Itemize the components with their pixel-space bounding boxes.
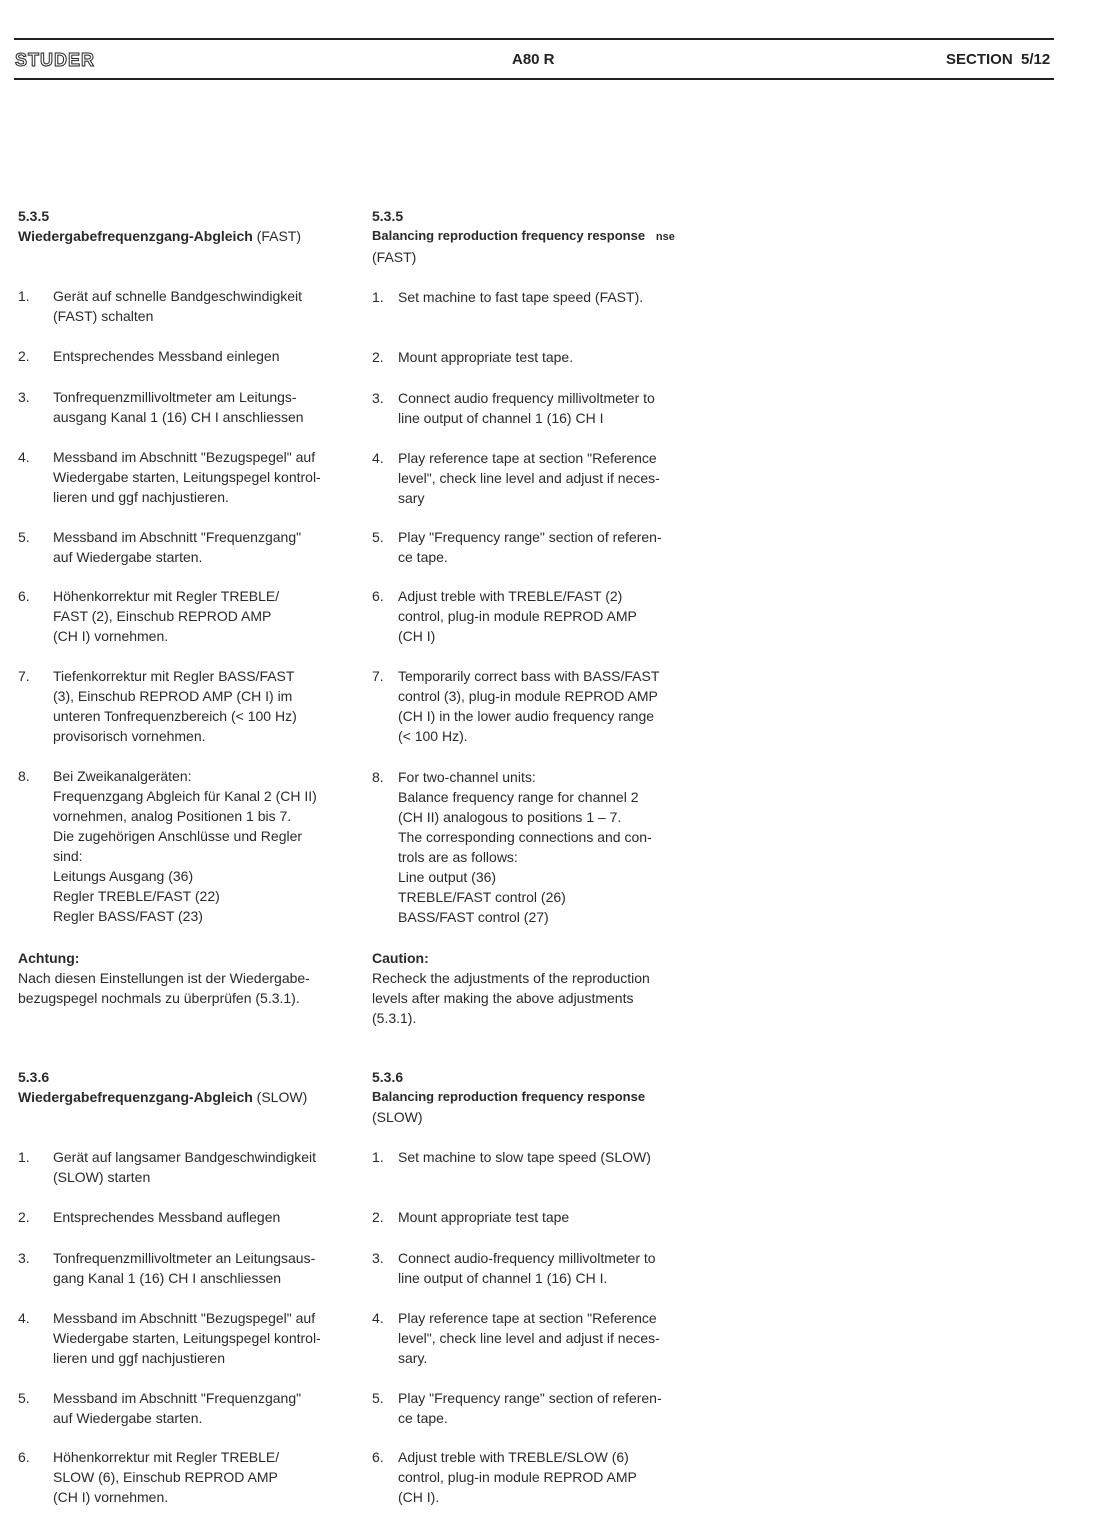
step-text: Messband im Abschnitt "Bezugspegel" auf Wiedergabe starten, Leitungspegel kontrol- lieren und ggf nachjustieren. <box>53 449 321 505</box>
step-number: 3. <box>372 1250 384 1266</box>
step-number: 5. <box>18 529 30 545</box>
step-text: Messband im Abschnitt "Frequenzgang" auf Wiedergabe starten. <box>53 1390 302 1426</box>
step-item <box>372 448 702 508</box>
step-text: Play "Frequency range" section of referen- ce tape. <box>398 529 662 565</box>
step-text: Tiefenkorrektur mit Regler BASS/FAST (3), Einschub REPROD AMP (CH I) im unteren Tonfrequenzbereich (< 100 Hz) provisorisch vornehmen. <box>53 668 297 744</box>
title-fragment: nse <box>655 231 675 243</box>
step-number: 2. <box>372 1209 384 1225</box>
step-text: Play "Frequency range" section of referen- ce tape. <box>398 1390 662 1426</box>
step-number: 6. <box>372 588 384 604</box>
step-text: Set machine to fast tape speed (FAST). <box>398 289 644 305</box>
step-item <box>372 1147 702 1167</box>
note-title: Caution: <box>372 950 429 966</box>
note-text: Recheck the adjustments of the reproduction levels after making the above adjustments (5.3.1). <box>372 970 650 1026</box>
step-number: 7. <box>372 668 384 684</box>
en-note <box>372 948 702 1028</box>
step-item <box>18 346 348 366</box>
step-text: Höhenkorrektur mit Regler TREBLE/ SLOW (6), Einschub REPROD AMP (CH I) vornehmen. <box>53 1449 280 1505</box>
section-label: SECTION 5/12 <box>946 51 1051 68</box>
step-text: Entsprechendes Messband einlegen <box>53 348 280 364</box>
step-item <box>18 1388 348 1428</box>
step-text: Bei Zweikanalgeräten: Frequenzgang Abgleich für Kanal 2 (CH II) vornehmen, analog Positionen 1 bis 7. Die zugehörigen Anschlüsse und Regler sind: Leitungs Ausgang (36) Regler TREBLE/FAST (22) Regler BASS/FAST (23) <box>53 768 317 924</box>
step-number: 1. <box>18 1149 30 1165</box>
step-text: Entsprechendes Messband auflegen <box>53 1209 281 1225</box>
step-text: Set machine to slow tape speed (SLOW) <box>398 1149 651 1165</box>
step-text: Play reference tape at section "Reference level", check line level and adjust if neces- sary. <box>398 1310 660 1366</box>
section-number: 5.3.6 <box>18 1069 50 1085</box>
step-number: 2. <box>18 348 30 364</box>
step-item <box>18 586 348 646</box>
step-number: 8. <box>18 768 30 784</box>
step-item <box>18 1147 348 1187</box>
step-number: 2. <box>18 1209 30 1225</box>
step-number: 1. <box>372 1149 384 1165</box>
step-item <box>372 287 702 307</box>
step-text: Messband im Abschnitt "Frequenzgang" auf Wiedergabe starten. <box>53 529 302 565</box>
step-text: Connect audio frequency millivoltmeter to line output of channel 1 (16) CH I <box>398 390 655 426</box>
step-number: 3. <box>18 389 30 405</box>
step-text: For two-channel units: Balance frequency range for channel 2 (CH II) analogous to positions 1 – 7. The corresponding connections and con- trols are as follows: Line output (36) TREBLE/FAST control (26) BASS/FAST control (27) <box>398 769 652 925</box>
step-text: Gerät auf schnelle Bandgeschwindigkeit (FAST) schalten <box>53 288 303 324</box>
step-number: 6. <box>18 588 30 604</box>
section-title-speed: (FAST) <box>372 249 417 265</box>
model-label: A80 R <box>512 51 555 68</box>
step-item <box>18 1248 348 1288</box>
step-number: 3. <box>18 1250 30 1266</box>
step-number: 4. <box>372 450 384 466</box>
note-title: Achtung: <box>18 950 80 966</box>
step-item <box>372 527 702 567</box>
step-number: 6. <box>372 1449 384 1465</box>
step-item <box>372 586 702 646</box>
step-text: Höhenkorrektur mit Regler TREBLE/ FAST (2), Einschub REPROD AMP (CH I) vornehmen. <box>53 588 280 644</box>
step-text: Messband im Abschnitt "Bezugspegel" auf Wiedergabe starten, Leitungspegel kontrol- lieren und ggf nachjustieren <box>53 1310 321 1366</box>
step-text: Adjust treble with TREBLE/FAST (2) control, plug-in module REPROD AMP (CH I) <box>398 588 637 644</box>
step-item <box>372 666 702 746</box>
step-item <box>18 1447 348 1507</box>
section-number: 5.3.6 <box>372 1069 404 1085</box>
english-column <box>372 0 702 1517</box>
step-number: 5. <box>372 1390 384 1406</box>
de-note <box>18 948 348 1008</box>
step-item <box>18 1308 348 1368</box>
step-number: 4. <box>18 1310 30 1326</box>
step-item <box>18 666 348 746</box>
step-item <box>372 767 702 927</box>
step-text: Mount appropriate test tape <box>398 1209 570 1225</box>
en-section-535-heading <box>372 206 702 267</box>
section-title: Balancing reproduction frequency response nse <box>372 228 675 243</box>
note-text: Nach diesen Einstellungen ist der Wiedergabe- bezugspegel nochmals zu überprüfen (5.3.1). <box>18 970 310 1006</box>
step-text: Connect audio-frequency millivoltmeter to line output of channel 1 (16) CH I. <box>398 1250 656 1286</box>
step-item <box>18 447 348 507</box>
step-text: Adjust treble with TREBLE/SLOW (6) control, plug-in module REPROD AMP (CH I). <box>398 1449 637 1505</box>
step-text: Gerät auf langsamer Bandgeschwindigkeit (SLOW) starten <box>53 1149 317 1185</box>
de-section-536-heading <box>18 1067 348 1107</box>
step-item <box>372 1248 702 1288</box>
step-item <box>372 388 702 428</box>
step-text: Play reference tape at section "Reference level", check line level and adjust if neces- sary <box>398 450 660 506</box>
step-number: 8. <box>372 769 384 785</box>
section-number: 5.3.5 <box>18 208 50 224</box>
step-text: Tonfrequenzmillivoltmeter am Leitungs- ausgang Kanal 1 (16) CH I anschliessen <box>53 389 304 425</box>
step-item <box>372 347 702 367</box>
step-item <box>18 527 348 567</box>
en-section-536-heading <box>372 1067 702 1127</box>
studer-logo: STUDER <box>15 50 96 70</box>
step-number: 1. <box>18 288 30 304</box>
step-number: 6. <box>18 1449 30 1465</box>
step-number: 5. <box>372 529 384 545</box>
step-number: 3. <box>372 390 384 406</box>
step-number: 7. <box>18 668 30 684</box>
step-number: 2. <box>372 349 384 365</box>
step-text: Tonfrequenzmillivoltmeter an Leitungsaus- gang Kanal 1 (16) CH I anschliessen <box>53 1250 316 1286</box>
de-section-535-heading <box>18 206 348 246</box>
step-number: 4. <box>18 449 30 465</box>
section-title: Wiedergabefrequenzgang-Abgleich (SLOW) <box>18 1089 308 1105</box>
step-item <box>372 1388 702 1428</box>
step-item <box>18 1207 348 1227</box>
german-column <box>18 0 348 1517</box>
step-number: 1. <box>372 289 384 305</box>
step-item <box>18 387 348 427</box>
section-title: Balancing reproduction frequency response <box>372 1089 646 1104</box>
step-number: 5. <box>18 1390 30 1406</box>
section-title: Wiedergabefrequenzgang-Abgleich (FAST) <box>18 228 302 244</box>
step-text: Mount appropriate test tape. <box>398 349 574 365</box>
section-number: 5.3.5 <box>372 208 404 224</box>
step-item <box>372 1207 702 1227</box>
step-text: Temporarily correct bass with BASS/FAST control (3), plug-in module REPROD AMP (CH I) in the lower audio frequency range (< 100 Hz). <box>398 668 660 744</box>
step-item <box>372 1308 702 1368</box>
step-number: 4. <box>372 1310 384 1326</box>
step-item <box>18 766 348 926</box>
section-title-speed: (SLOW) <box>372 1109 423 1125</box>
step-item <box>372 1447 702 1507</box>
step-item <box>18 286 348 326</box>
